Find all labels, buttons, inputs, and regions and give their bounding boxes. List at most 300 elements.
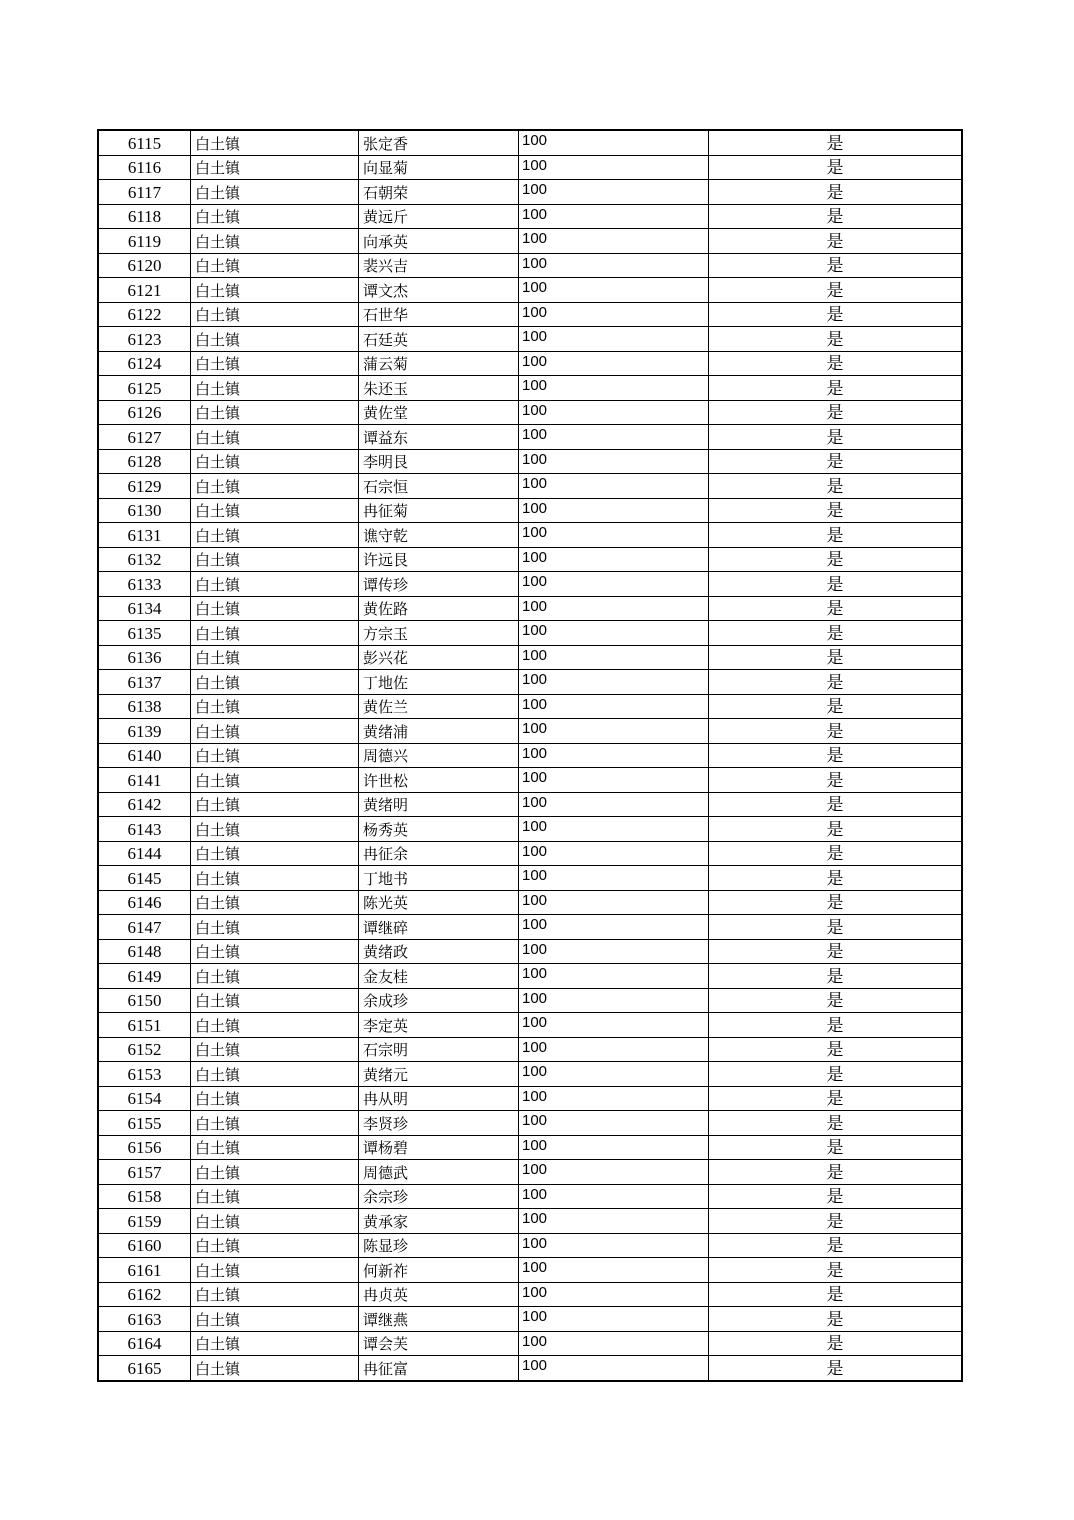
cell-name: 谭杨碧 <box>359 1135 519 1160</box>
cell-amount: 100 <box>519 1356 709 1381</box>
cell-amount: 100 <box>519 253 709 278</box>
cell-town: 白土镇 <box>191 572 359 597</box>
cell-name: 谭文杰 <box>359 278 519 303</box>
table-row <box>98 841 962 866</box>
cell-flag: 是 <box>709 964 963 989</box>
cell-name: 许世松 <box>359 768 519 793</box>
cell-town: 白土镇 <box>191 915 359 940</box>
cell-name: 余成珍 <box>359 988 519 1013</box>
cell-name: 黄佐堂 <box>359 400 519 425</box>
cell-name: 蒲云菊 <box>359 351 519 376</box>
cell-town: 白土镇 <box>191 547 359 572</box>
cell-name: 朱还玉 <box>359 376 519 401</box>
cell-number: 6141 <box>98 768 191 793</box>
cell-town: 白土镇 <box>191 1062 359 1087</box>
cell-name: 李贤珍 <box>359 1111 519 1136</box>
cell-town: 白土镇 <box>191 988 359 1013</box>
table-row <box>98 278 962 303</box>
cell-number: 6147 <box>98 915 191 940</box>
cell-flag: 是 <box>709 180 963 205</box>
cell-name: 许远艮 <box>359 547 519 572</box>
cell-town: 白土镇 <box>191 1233 359 1258</box>
cell-flag: 是 <box>709 1086 963 1111</box>
cell-town: 白土镇 <box>191 1135 359 1160</box>
table-row <box>98 523 962 548</box>
table-row <box>98 694 962 719</box>
cell-town: 白土镇 <box>191 327 359 352</box>
cell-town: 白土镇 <box>191 596 359 621</box>
cell-town: 白土镇 <box>191 523 359 548</box>
cell-number: 6153 <box>98 1062 191 1087</box>
cell-town: 白土镇 <box>191 1307 359 1332</box>
cell-flag: 是 <box>709 670 963 695</box>
cell-flag: 是 <box>709 1331 963 1356</box>
cell-amount: 100 <box>519 204 709 229</box>
cell-flag: 是 <box>709 1062 963 1087</box>
cell-number: 6139 <box>98 719 191 744</box>
cell-number: 6162 <box>98 1282 191 1307</box>
cell-number: 6163 <box>98 1307 191 1332</box>
cell-name: 石廷英 <box>359 327 519 352</box>
table-row <box>98 964 962 989</box>
cell-town: 白土镇 <box>191 866 359 891</box>
cell-flag: 是 <box>709 645 963 670</box>
cell-town: 白土镇 <box>191 1331 359 1356</box>
cell-town: 白土镇 <box>191 939 359 964</box>
cell-amount: 100 <box>519 1209 709 1234</box>
cell-flag: 是 <box>709 1111 963 1136</box>
cell-amount: 100 <box>519 376 709 401</box>
cell-flag: 是 <box>709 474 963 499</box>
table-row <box>98 743 962 768</box>
cell-town: 白土镇 <box>191 302 359 327</box>
cell-flag: 是 <box>709 523 963 548</box>
cell-name: 黄绪明 <box>359 792 519 817</box>
cell-town: 白土镇 <box>191 841 359 866</box>
cell-number: 6140 <box>98 743 191 768</box>
cell-flag: 是 <box>709 425 963 450</box>
table-row <box>98 792 962 817</box>
cell-number: 6133 <box>98 572 191 597</box>
cell-number: 6161 <box>98 1258 191 1283</box>
cell-town: 白土镇 <box>191 1209 359 1234</box>
table-row <box>98 204 962 229</box>
cell-amount: 100 <box>519 1331 709 1356</box>
cell-number: 6143 <box>98 817 191 842</box>
cell-number: 6137 <box>98 670 191 695</box>
cell-number: 6116 <box>98 155 191 180</box>
cell-flag: 是 <box>709 1013 963 1038</box>
cell-name: 黄绪浦 <box>359 719 519 744</box>
cell-town: 白土镇 <box>191 694 359 719</box>
table-row <box>98 1184 962 1209</box>
cell-town: 白土镇 <box>191 425 359 450</box>
cell-amount: 100 <box>519 792 709 817</box>
cell-flag: 是 <box>709 596 963 621</box>
cell-name: 向显菊 <box>359 155 519 180</box>
cell-flag: 是 <box>709 253 963 278</box>
cell-town: 白土镇 <box>191 229 359 254</box>
table-row <box>98 400 962 425</box>
cell-amount: 100 <box>519 645 709 670</box>
cell-amount: 100 <box>519 670 709 695</box>
cell-amount: 100 <box>519 1062 709 1087</box>
table-row <box>98 572 962 597</box>
table-row <box>98 768 962 793</box>
table-row <box>98 670 962 695</box>
cell-number: 6152 <box>98 1037 191 1062</box>
cell-town: 白土镇 <box>191 1037 359 1062</box>
cell-flag: 是 <box>709 155 963 180</box>
table-row <box>98 1209 962 1234</box>
table-row <box>98 866 962 891</box>
cell-amount: 100 <box>519 596 709 621</box>
table-row <box>98 1135 962 1160</box>
cell-number: 6142 <box>98 792 191 817</box>
cell-amount: 100 <box>519 1307 709 1332</box>
table-row <box>98 155 962 180</box>
cell-amount: 100 <box>519 1160 709 1185</box>
cell-name: 黄佐路 <box>359 596 519 621</box>
table-row <box>98 376 962 401</box>
cell-amount: 100 <box>519 351 709 376</box>
cell-name: 谭传珍 <box>359 572 519 597</box>
table-row <box>98 1160 962 1185</box>
table-row <box>98 474 962 499</box>
cell-amount: 100 <box>519 841 709 866</box>
cell-name: 谭继碎 <box>359 915 519 940</box>
table-row <box>98 130 962 155</box>
cell-flag: 是 <box>709 130 963 155</box>
cell-number: 6119 <box>98 229 191 254</box>
cell-flag: 是 <box>709 449 963 474</box>
cell-amount: 100 <box>519 719 709 744</box>
cell-name: 冉从明 <box>359 1086 519 1111</box>
cell-number: 6120 <box>98 253 191 278</box>
cell-name: 黄承家 <box>359 1209 519 1234</box>
cell-town: 白土镇 <box>191 964 359 989</box>
cell-name: 石世华 <box>359 302 519 327</box>
cell-name: 石宗明 <box>359 1037 519 1062</box>
cell-amount: 100 <box>519 621 709 646</box>
table-row <box>98 596 962 621</box>
cell-town: 白土镇 <box>191 792 359 817</box>
cell-number: 6123 <box>98 327 191 352</box>
cell-town: 白土镇 <box>191 474 359 499</box>
cell-number: 6151 <box>98 1013 191 1038</box>
table-row <box>98 988 962 1013</box>
cell-amount: 100 <box>519 302 709 327</box>
cell-number: 6144 <box>98 841 191 866</box>
cell-flag: 是 <box>709 278 963 303</box>
cell-name: 陈显珍 <box>359 1233 519 1258</box>
cell-name: 金友桂 <box>359 964 519 989</box>
table-row <box>98 1086 962 1111</box>
cell-town: 白土镇 <box>191 1086 359 1111</box>
cell-amount: 100 <box>519 694 709 719</box>
cell-amount: 100 <box>519 180 709 205</box>
table-row <box>98 1111 962 1136</box>
table-row <box>98 351 962 376</box>
cell-number: 6115 <box>98 130 191 155</box>
cell-number: 6126 <box>98 400 191 425</box>
cell-town: 白土镇 <box>191 130 359 155</box>
cell-number: 6131 <box>98 523 191 548</box>
cell-town: 白土镇 <box>191 1160 359 1185</box>
cell-name: 谭益东 <box>359 425 519 450</box>
cell-town: 白土镇 <box>191 817 359 842</box>
cell-amount: 100 <box>519 1184 709 1209</box>
cell-amount: 100 <box>519 915 709 940</box>
table-row <box>98 890 962 915</box>
cell-number: 6156 <box>98 1135 191 1160</box>
cell-amount: 100 <box>519 229 709 254</box>
cell-flag: 是 <box>709 743 963 768</box>
cell-number: 6121 <box>98 278 191 303</box>
cell-flag: 是 <box>709 915 963 940</box>
cell-number: 6154 <box>98 1086 191 1111</box>
cell-flag: 是 <box>709 1037 963 1062</box>
cell-flag: 是 <box>709 1258 963 1283</box>
table-row <box>98 1331 962 1356</box>
cell-number: 6118 <box>98 204 191 229</box>
cell-town: 白土镇 <box>191 670 359 695</box>
table-row <box>98 939 962 964</box>
cell-flag: 是 <box>709 694 963 719</box>
cell-number: 6129 <box>98 474 191 499</box>
cell-amount: 100 <box>519 400 709 425</box>
cell-number: 6125 <box>98 376 191 401</box>
cell-name: 黄绪政 <box>359 939 519 964</box>
cell-flag: 是 <box>709 327 963 352</box>
cell-flag: 是 <box>709 229 963 254</box>
cell-name: 石朝荣 <box>359 180 519 205</box>
cell-flag: 是 <box>709 866 963 891</box>
cell-amount: 100 <box>519 130 709 155</box>
cell-name: 黄绪元 <box>359 1062 519 1087</box>
cell-amount: 100 <box>519 1282 709 1307</box>
cell-name: 周德武 <box>359 1160 519 1185</box>
cell-amount: 100 <box>519 939 709 964</box>
cell-name: 冉征余 <box>359 841 519 866</box>
cell-town: 白土镇 <box>191 743 359 768</box>
table-row <box>98 915 962 940</box>
cell-name: 周德兴 <box>359 743 519 768</box>
table-body <box>98 130 962 1381</box>
table-row <box>98 547 962 572</box>
table-row <box>98 645 962 670</box>
cell-name: 李明艮 <box>359 449 519 474</box>
cell-flag: 是 <box>709 498 963 523</box>
cell-town: 白土镇 <box>191 278 359 303</box>
cell-amount: 100 <box>519 523 709 548</box>
cell-flag: 是 <box>709 351 963 376</box>
cell-town: 白土镇 <box>191 621 359 646</box>
cell-number: 6138 <box>98 694 191 719</box>
cell-town: 白土镇 <box>191 1282 359 1307</box>
cell-town: 白土镇 <box>191 204 359 229</box>
cell-flag: 是 <box>709 1135 963 1160</box>
table-row <box>98 1356 962 1381</box>
cell-town: 白土镇 <box>191 155 359 180</box>
cell-number: 6165 <box>98 1356 191 1381</box>
table-row <box>98 1037 962 1062</box>
cell-number: 6158 <box>98 1184 191 1209</box>
cell-number: 6135 <box>98 621 191 646</box>
table-row <box>98 1282 962 1307</box>
cell-name: 余宗珍 <box>359 1184 519 1209</box>
cell-number: 6136 <box>98 645 191 670</box>
table-row <box>98 621 962 646</box>
cell-town: 白土镇 <box>191 400 359 425</box>
cell-amount: 100 <box>519 425 709 450</box>
cell-town: 白土镇 <box>191 1258 359 1283</box>
cell-name: 谯守乾 <box>359 523 519 548</box>
cell-flag: 是 <box>709 1184 963 1209</box>
table-row <box>98 719 962 744</box>
cell-amount: 100 <box>519 1233 709 1258</box>
cell-amount: 100 <box>519 1037 709 1062</box>
cell-flag: 是 <box>709 792 963 817</box>
cell-name: 彭兴花 <box>359 645 519 670</box>
cell-flag: 是 <box>709 1209 963 1234</box>
cell-name: 石宗恒 <box>359 474 519 499</box>
cell-amount: 100 <box>519 498 709 523</box>
cell-flag: 是 <box>709 376 963 401</box>
cell-number: 6160 <box>98 1233 191 1258</box>
cell-amount: 100 <box>519 1013 709 1038</box>
cell-number: 6127 <box>98 425 191 450</box>
cell-number: 6128 <box>98 449 191 474</box>
cell-flag: 是 <box>709 572 963 597</box>
cell-amount: 100 <box>519 988 709 1013</box>
cell-flag: 是 <box>709 1160 963 1185</box>
cell-town: 白土镇 <box>191 1184 359 1209</box>
cell-name: 丁地书 <box>359 866 519 891</box>
cell-town: 白土镇 <box>191 1111 359 1136</box>
cell-name: 冉征菊 <box>359 498 519 523</box>
cell-town: 白土镇 <box>191 498 359 523</box>
cell-name: 向承英 <box>359 229 519 254</box>
cell-number: 6149 <box>98 964 191 989</box>
cell-amount: 100 <box>519 817 709 842</box>
cell-flag: 是 <box>709 817 963 842</box>
cell-amount: 100 <box>519 474 709 499</box>
cell-name: 陈光英 <box>359 890 519 915</box>
cell-number: 6150 <box>98 988 191 1013</box>
cell-name: 冉贞英 <box>359 1282 519 1307</box>
cell-number: 6159 <box>98 1209 191 1234</box>
cell-flag: 是 <box>709 841 963 866</box>
cell-town: 白土镇 <box>191 719 359 744</box>
cell-number: 6145 <box>98 866 191 891</box>
cell-town: 白土镇 <box>191 180 359 205</box>
cell-amount: 100 <box>519 768 709 793</box>
cell-amount: 100 <box>519 278 709 303</box>
cell-name: 李定英 <box>359 1013 519 1038</box>
cell-name: 黄远斤 <box>359 204 519 229</box>
cell-number: 6130 <box>98 498 191 523</box>
cell-town: 白土镇 <box>191 1013 359 1038</box>
cell-flag: 是 <box>709 988 963 1013</box>
cell-town: 白土镇 <box>191 376 359 401</box>
cell-amount: 100 <box>519 743 709 768</box>
cell-name: 谭继燕 <box>359 1307 519 1332</box>
cell-flag: 是 <box>709 621 963 646</box>
cell-amount: 100 <box>519 155 709 180</box>
table-row <box>98 229 962 254</box>
table-row <box>98 498 962 523</box>
table-row <box>98 327 962 352</box>
cell-name: 何新祚 <box>359 1258 519 1283</box>
cell-town: 白土镇 <box>191 351 359 376</box>
cell-amount: 100 <box>519 547 709 572</box>
table-row <box>98 1233 962 1258</box>
cell-flag: 是 <box>709 1307 963 1332</box>
cell-amount: 100 <box>519 1258 709 1283</box>
cell-name: 张定香 <box>359 130 519 155</box>
table-row <box>98 1062 962 1087</box>
table-row <box>98 449 962 474</box>
cell-number: 6146 <box>98 890 191 915</box>
cell-name: 方宗玉 <box>359 621 519 646</box>
cell-name: 谭会芙 <box>359 1331 519 1356</box>
cell-flag: 是 <box>709 1356 963 1381</box>
cell-number: 6117 <box>98 180 191 205</box>
cell-flag: 是 <box>709 547 963 572</box>
cell-town: 白土镇 <box>191 768 359 793</box>
table-row <box>98 425 962 450</box>
cell-number: 6134 <box>98 596 191 621</box>
cell-flag: 是 <box>709 719 963 744</box>
cell-number: 6155 <box>98 1111 191 1136</box>
cell-amount: 100 <box>519 866 709 891</box>
table-row <box>98 180 962 205</box>
cell-amount: 100 <box>519 890 709 915</box>
table-row <box>98 1307 962 1332</box>
cell-amount: 100 <box>519 1135 709 1160</box>
cell-number: 6164 <box>98 1331 191 1356</box>
table-row <box>98 817 962 842</box>
table-row <box>98 1258 962 1283</box>
cell-town: 白土镇 <box>191 890 359 915</box>
cell-name: 冉征富 <box>359 1356 519 1381</box>
cell-flag: 是 <box>709 768 963 793</box>
cell-town: 白土镇 <box>191 449 359 474</box>
data-table <box>97 129 963 1382</box>
table-row <box>98 302 962 327</box>
cell-name: 黄佐兰 <box>359 694 519 719</box>
cell-amount: 100 <box>519 1111 709 1136</box>
table-row <box>98 253 962 278</box>
cell-number: 6148 <box>98 939 191 964</box>
cell-flag: 是 <box>709 890 963 915</box>
cell-town: 白土镇 <box>191 645 359 670</box>
cell-name: 杨秀英 <box>359 817 519 842</box>
cell-number: 6124 <box>98 351 191 376</box>
cell-name: 裴兴吉 <box>359 253 519 278</box>
cell-number: 6122 <box>98 302 191 327</box>
cell-flag: 是 <box>709 302 963 327</box>
cell-flag: 是 <box>709 400 963 425</box>
cell-town: 白土镇 <box>191 253 359 278</box>
cell-flag: 是 <box>709 939 963 964</box>
cell-number: 6157 <box>98 1160 191 1185</box>
cell-name: 丁地佐 <box>359 670 519 695</box>
cell-amount: 100 <box>519 449 709 474</box>
cell-amount: 100 <box>519 572 709 597</box>
table-row <box>98 1013 962 1038</box>
